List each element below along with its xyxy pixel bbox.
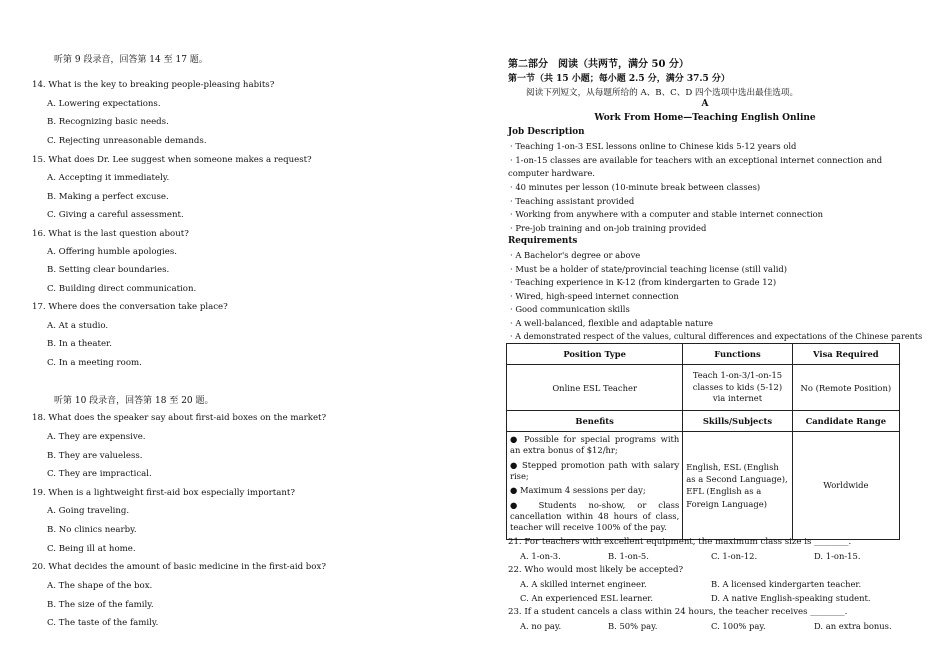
q22-option-d: D. A native English-speaking student. <box>711 593 871 603</box>
q22-option-c: C. An experienced ESL learner. <box>520 593 654 603</box>
q18-option-a: A. They are expensive. <box>47 432 146 442</box>
section-9-heading: 听第 9 段录音，回答第 14 至 17 题。 <box>54 55 208 65</box>
benefit-item: ● Students no-show, or class cancellation within 48 hours of class, teacher will receive 100% of the pay. <box>510 499 680 533</box>
q19-option-a: A. Going traveling. <box>47 506 130 516</box>
benefits-cell <box>507 432 683 540</box>
q15-option-a: A. Accepting it immediately. <box>47 173 170 183</box>
q19-option-b: B. No clinics nearby. <box>47 525 137 535</box>
question-17: 17. Where does the conversation take place? <box>32 302 228 312</box>
q17-option-b: B. In a theater. <box>47 339 112 349</box>
q22-option-a: A. A skilled internet engineer. <box>520 579 647 589</box>
visa-cell: No (Remote Position) <box>792 365 899 411</box>
q17-option-c: C. In a meeting room. <box>47 358 142 368</box>
q23-option-b: B. 50% pay. <box>608 621 658 631</box>
header-position-type: Position Type <box>507 344 683 365</box>
requirement-item: · Good communication skills <box>510 304 630 314</box>
requirements-heading: Requirements <box>508 236 578 246</box>
question-20: 20. What decides the amount of basic medicine in the first-aid box? <box>32 562 326 572</box>
job-item: · Working from anywhere with a computer and stable internet connection <box>510 209 824 219</box>
q17-option-a: A. At a studio. <box>47 321 109 331</box>
job-info-table <box>506 343 900 540</box>
table-row <box>507 432 900 540</box>
requirement-item: · A demonstrated respect of the values, cultural differences and expectations of the Chinese parents <box>510 331 923 341</box>
q19-option-c: C. Being ill at home. <box>47 544 136 554</box>
benefit-item: ● Maximum 4 sessions per day; <box>510 485 646 496</box>
q16-option-b: B. Setting clear boundaries. <box>47 265 170 275</box>
q14-option-c: C. Rejecting unreasonable demands. <box>47 136 207 146</box>
requirement-item: · Teaching experience in K-12 (from kindergarten to Grade 12) <box>510 277 777 287</box>
passage-letter: A <box>701 99 709 109</box>
part-title: 第二部分 阅读（共两节，满分 50 分） <box>508 59 689 70</box>
article-title: Work From Home—Teaching English Online <box>594 113 816 123</box>
question-16: 16. What is the last question about? <box>32 229 189 239</box>
q20-option-a: A. The shape of the box. <box>47 581 153 591</box>
requirement-item: · Wired, high-speed internet connection <box>510 291 679 301</box>
q23-option-d: D. an extra bonus. <box>814 621 892 631</box>
header-functions: Functions <box>683 344 792 365</box>
q16-option-a: A. Offering humble apologies. <box>47 247 178 257</box>
question-19: 19. When is a lightweight first-aid box especially important? <box>32 488 295 498</box>
header-visa-required: Visa Required <box>792 344 899 365</box>
q23-option-c: C. 100% pay. <box>711 621 766 631</box>
functions-cell: Teach 1-on-3/1-on-15 classes to kids (5-12) via internet <box>683 365 792 411</box>
q18-option-b: B. They are valueless. <box>47 451 143 461</box>
q15-option-b: B. Making a perfect excuse. <box>47 192 169 202</box>
job-item: · Teaching 1-on-3 ESL lessons online to Chinese kids 5-12 years old <box>510 141 797 151</box>
section-title: 第一节（共 15 小题；每小题 2.5 分，满分 37.5 分） <box>508 74 730 84</box>
requirement-item: · A well-balanced, flexible and adaptable nature <box>510 318 713 328</box>
q21-option-d: D. 1-on-15. <box>814 551 861 561</box>
header-benefits: Benefits <box>507 411 683 432</box>
q14-option-a: A. Lowering expectations. <box>47 99 161 109</box>
job-item: · Teaching assistant provided <box>510 196 635 206</box>
question-15: 15. What does Dr. Lee suggest when someone makes a request? <box>32 155 312 165</box>
requirement-item: · A Bachelor's degree or above <box>510 250 641 260</box>
header-skills: Skills/Subjects <box>683 411 792 432</box>
q22-option-b: B. A licensed kindergarten teacher. <box>711 579 862 589</box>
question-23: 23. If a student cancels a class within 24 hours, the teacher receives ________. <box>508 607 848 617</box>
benefit-item: ● Possible for special programs with an extra bonus of $12/hr; <box>510 434 680 456</box>
q21-option-b: B. 1-on-5. <box>608 551 649 561</box>
question-18: 18. What does the speaker say about first-aid boxes on the market? <box>32 413 327 423</box>
question-14: 14. What is the key to breaking people-pleasing habits? <box>32 80 275 90</box>
job-item: · 40 minutes per lesson (10-minute break between classes) <box>510 182 761 192</box>
q14-option-b: B. Recognizing basic needs. <box>47 117 169 127</box>
q20-option-b: B. The size of the family. <box>47 600 154 610</box>
job-item: · 1-on-15 classes are available for teachers with an exceptional internet connection and <box>510 155 883 165</box>
job-description-heading: Job Description <box>508 127 585 137</box>
q16-option-c: C. Building direct communication. <box>47 284 197 294</box>
table-header-row <box>507 344 900 365</box>
candidate-range-cell: Worldwide <box>792 432 899 540</box>
q15-option-c: C. Giving a careful assessment. <box>47 210 184 220</box>
q21-option-c: C. 1-on-12. <box>711 551 758 561</box>
header-candidate-range: Candidate Range <box>792 411 899 432</box>
q23-option-a: A. no pay. <box>520 621 562 631</box>
job-item: · Pre-job training and on-job training provided <box>510 223 707 233</box>
skills-cell: English, ESL (English as a Second Language), EFL (English as a Foreign Language) <box>683 432 792 540</box>
requirement-item: · Must be a holder of state/provincial teaching license (still valid) <box>510 264 788 274</box>
q21-option-a: A. 1-on-3. <box>520 551 561 561</box>
position-type-cell: Online ESL Teacher <box>507 365 683 411</box>
benefit-item: ● Stepped promotion path with salary rise; <box>510 459 680 482</box>
table-header-row <box>507 411 900 432</box>
q18-option-c: C. They are impractical. <box>47 469 152 479</box>
table-row <box>507 365 900 411</box>
q20-option-c: C. The taste of the family. <box>47 618 159 628</box>
question-21: 21. For teachers with excellent equipment, the maximum class size is ________. <box>508 537 852 547</box>
question-22: 22. Who would most likely be accepted? <box>508 565 684 575</box>
job-item: computer hardware. <box>508 168 595 178</box>
instruction: 阅读下列短文，从每题所给的 A、B、C、D 四个选项中选出最佳选项。 <box>526 88 799 98</box>
section-10-heading: 听第 10 段录音，回答第 18 至 20 题。 <box>54 396 214 406</box>
